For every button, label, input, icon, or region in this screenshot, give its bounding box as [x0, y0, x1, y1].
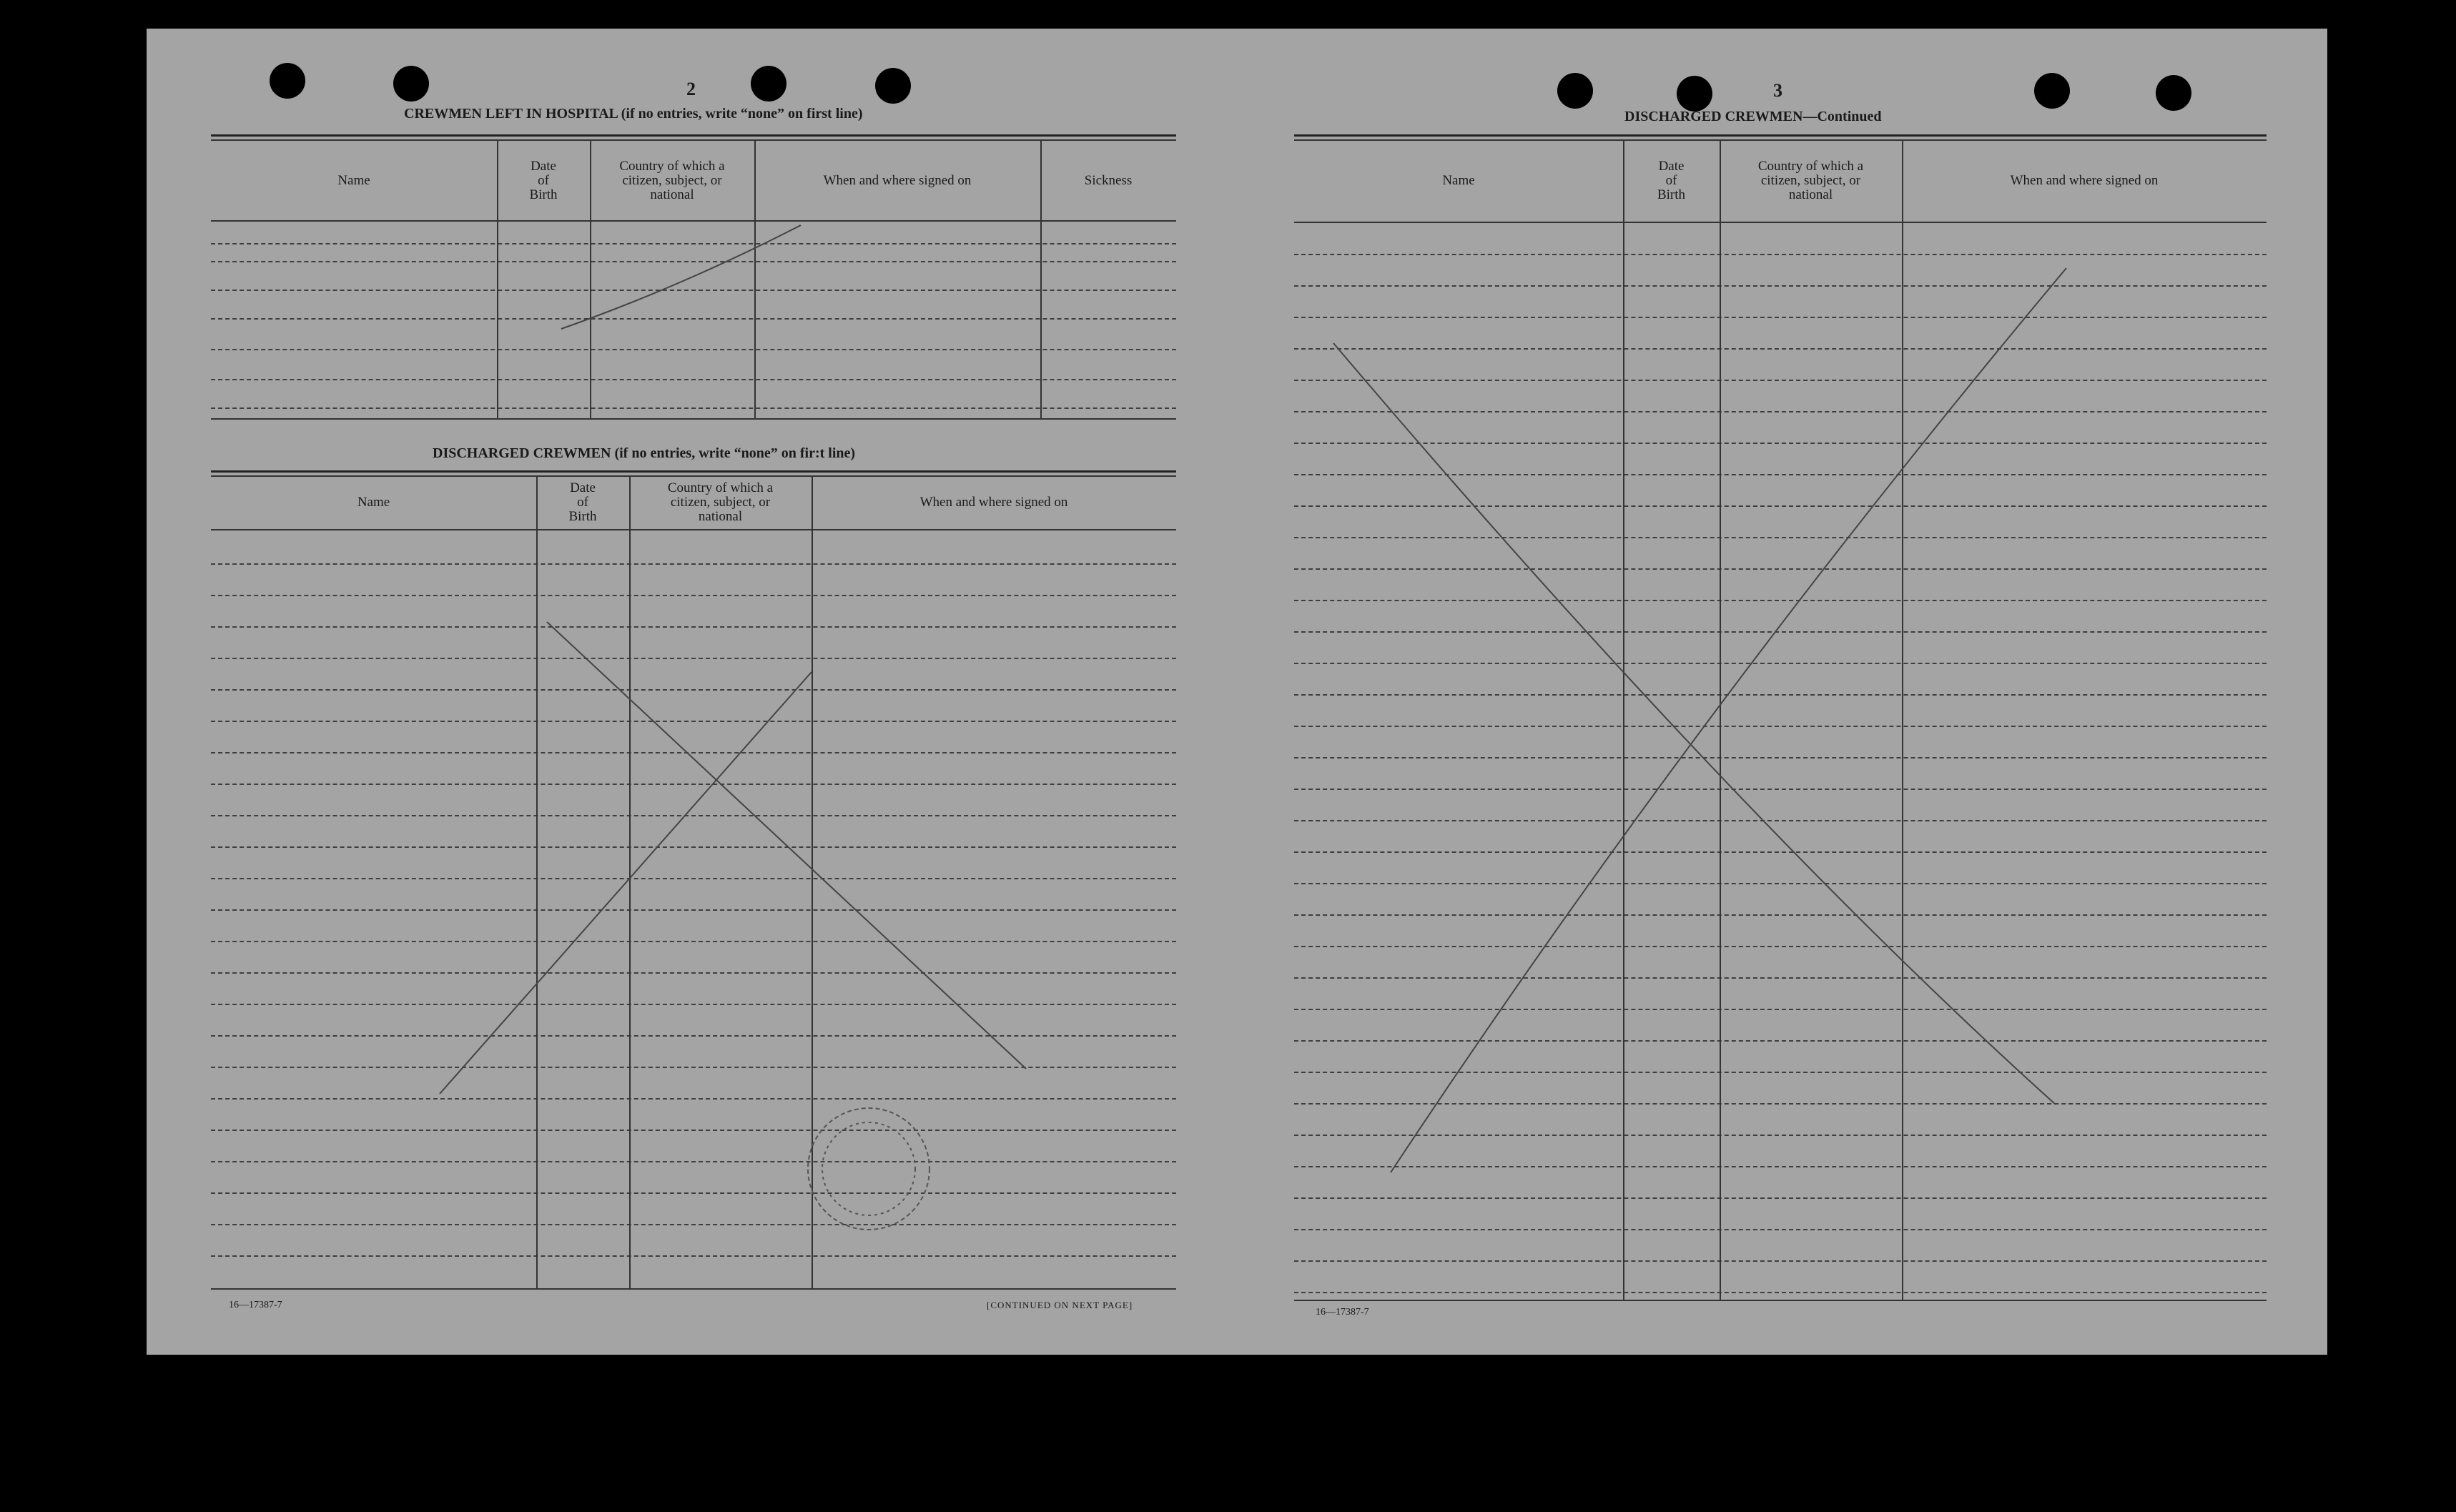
entry-line: [1294, 757, 2267, 759]
entry-line: [211, 290, 1176, 291]
table-top-rule: [211, 470, 1176, 473]
entry-line: [211, 784, 1176, 785]
entry-line: [211, 972, 1176, 974]
entry-line: [211, 1130, 1176, 1131]
entry-line: [211, 261, 1176, 262]
entry-line: [1294, 443, 2267, 444]
column-header-signed-on: When and where signed on: [823, 172, 972, 188]
punch-hole: [1677, 76, 1712, 112]
column-header-country: Country of which a citizen, subject, or national: [1757, 158, 1864, 202]
entry-line: [1294, 694, 2267, 696]
form-number: 16—17387-7: [1316, 1307, 1369, 1318]
column-header-signed-on: When and where signed on: [919, 494, 1068, 510]
entry-line: [211, 941, 1176, 942]
entry-line: [211, 1255, 1176, 1257]
left-page: [147, 29, 1233, 1355]
header-bottom-rule: [211, 220, 1176, 222]
column-divider: [497, 139, 498, 418]
column-divider: [1623, 139, 1624, 1300]
column-header-country: Country of which a citizen, subject, or national: [619, 158, 725, 202]
entry-line: [1294, 254, 2267, 255]
entry-line: [1294, 537, 2267, 538]
entry-line: [1294, 914, 2267, 916]
entry-line: [1294, 348, 2267, 350]
entry-line: [1294, 600, 2267, 601]
column-divider: [590, 139, 591, 418]
discharged-section-title: DISCHARGED CREWMEN (if no entries, write “none” on fir:t line): [433, 445, 856, 461]
column-divider: [812, 475, 813, 1288]
header-bottom-rule: [1294, 222, 2267, 223]
entry-line: [211, 626, 1176, 628]
entry-line: [1294, 285, 2267, 287]
punch-hole: [2034, 73, 2070, 109]
column-header-country: Country of which a citizen, subject, or national: [667, 480, 774, 524]
entry-line: [211, 1035, 1176, 1037]
entry-line: [211, 1161, 1176, 1162]
entry-line: [211, 909, 1176, 911]
column-header-sickness: Sickness: [1084, 172, 1133, 188]
punch-hole: [751, 66, 786, 102]
column-divider: [629, 475, 631, 1288]
entry-line: [1294, 411, 2267, 412]
column-header-date-of-birth: Date of Birth: [529, 158, 558, 202]
table-bottom-rule: [211, 1288, 1176, 1290]
entry-line: [1294, 568, 2267, 570]
entry-line: [1294, 726, 2267, 727]
strike-through-marks: [1233, 29, 2327, 1355]
column-divider: [1902, 139, 1903, 1300]
entry-line: [211, 563, 1176, 565]
entry-line: [1294, 820, 2267, 821]
table-top-rule: [1294, 134, 2267, 137]
entry-line: [211, 689, 1176, 691]
entry-line: [1294, 1229, 2267, 1230]
punch-hole: [875, 68, 911, 104]
column-divider: [536, 475, 538, 1288]
strike-through-marks: [147, 29, 1233, 1355]
entry-line: [211, 1224, 1176, 1225]
entry-line: [1294, 663, 2267, 664]
entry-line: [1294, 631, 2267, 633]
table-bottom-rule: [211, 418, 1176, 420]
entry-line: [211, 752, 1176, 753]
entry-line: [211, 1192, 1176, 1194]
entry-line: [1294, 1260, 2267, 1262]
column-divider: [754, 139, 756, 418]
entry-line: [1294, 789, 2267, 790]
entry-line: [211, 658, 1176, 659]
entry-line: [1294, 1166, 2267, 1167]
hospital-section-title: CREWMEN LEFT IN HOSPITAL (if no entries, write “none” on first line): [404, 106, 863, 122]
entry-line: [211, 595, 1176, 596]
right-page: [1233, 29, 2327, 1355]
entry-line: [211, 1098, 1176, 1100]
page-number: 3: [1773, 80, 1782, 101]
entry-line: [211, 407, 1176, 409]
entry-line: [1294, 1072, 2267, 1073]
continued-note: [CONTINUED ON NEXT PAGE]: [987, 1300, 1133, 1310]
entry-line: [1294, 474, 2267, 475]
column-divider: [1040, 139, 1042, 418]
entry-line: [1294, 1040, 2267, 1042]
entry-line: [211, 1004, 1176, 1005]
punch-hole: [2156, 75, 2191, 111]
entry-line: [211, 379, 1176, 380]
section-title: DISCHARGED CREWMEN—Continued: [1624, 109, 1882, 124]
entry-line: [1294, 851, 2267, 853]
entry-line: [1294, 1009, 2267, 1010]
punch-hole: [1557, 73, 1593, 109]
header-bottom-rule: [211, 529, 1176, 530]
entry-line: [1294, 317, 2267, 318]
entry-line: [211, 846, 1176, 848]
punch-hole: [393, 66, 429, 102]
column-header-signed-on: When and where signed on: [2010, 172, 2159, 188]
punch-hole: [270, 63, 305, 99]
entry-line: [211, 349, 1176, 350]
entry-line: [211, 318, 1176, 320]
entry-line: [211, 243, 1176, 244]
entry-line: [1294, 1103, 2267, 1105]
table-top-rule: [211, 134, 1176, 137]
entry-line: [211, 878, 1176, 879]
entry-line: [1294, 380, 2267, 381]
column-header-name: Name: [357, 494, 390, 510]
entry-line: [1294, 883, 2267, 884]
entry-line: [211, 1067, 1176, 1068]
column-divider: [1720, 139, 1721, 1300]
form-number: 16—17387-7: [229, 1300, 282, 1310]
column-header-name: Name: [1442, 172, 1475, 188]
entry-line: [1294, 977, 2267, 979]
entry-line: [1294, 946, 2267, 947]
column-header-date-of-birth: Date of Birth: [1657, 158, 1686, 202]
page-number: 2: [686, 79, 696, 99]
entry-line: [1294, 1292, 2267, 1293]
entry-line: [211, 815, 1176, 816]
column-header-name: Name: [337, 172, 370, 188]
column-header-date-of-birth: Date of Birth: [568, 480, 597, 524]
entry-line: [1294, 1197, 2267, 1199]
entry-line: [211, 721, 1176, 722]
table-bottom-rule: [1294, 1300, 2267, 1301]
entry-line: [1294, 1135, 2267, 1136]
entry-line: [1294, 505, 2267, 507]
